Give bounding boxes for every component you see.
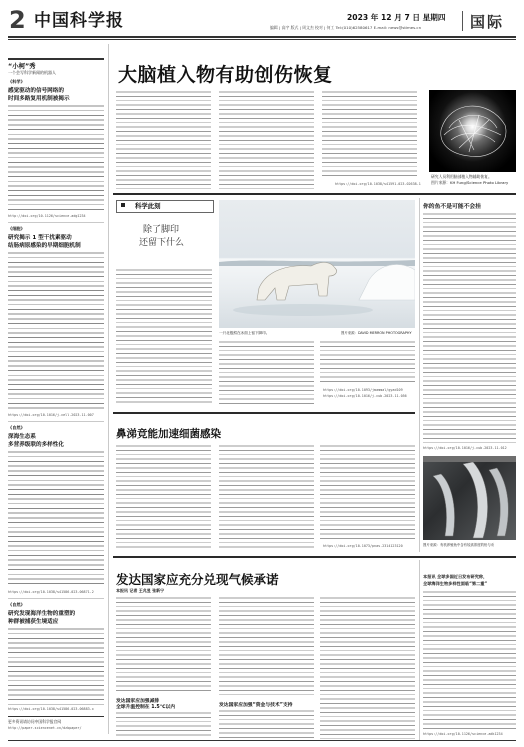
photo-caption: 研究人员利用脑部植入物辅助恢复。 — [431, 174, 492, 179]
article-body — [8, 627, 104, 705]
divider — [8, 222, 104, 223]
story-fish — [423, 198, 516, 552]
column-title[interactable]: 除了脚印 — [143, 225, 180, 235]
photo-caption: 图片来源：KH Fung/Science Photo Library — [431, 180, 509, 185]
science-column — [113, 198, 415, 408]
masthead-rule — [8, 36, 516, 38]
column-divider — [108, 44, 109, 734]
article-tag: 《科学》 — [8, 79, 25, 84]
column-title[interactable]: 还留下什么 — [139, 238, 185, 248]
sidebar-column-header — [8, 58, 104, 60]
column-divider — [419, 198, 420, 552]
story-divider — [113, 193, 516, 195]
story-headline[interactable]: 鼻涕竞能加速细菌感染 — [116, 428, 221, 440]
paper-name: 中国科学报 — [34, 11, 124, 31]
story-body — [423, 590, 516, 730]
story-body-col3 — [320, 596, 415, 739]
contact-line: 编辑 | 高宇 版式 | 周文杰 校对 | 何工 Tel:(010)62580617 E-mail: news@stimes.cn — [270, 25, 422, 30]
article-headline[interactable]: 研究揭示 1 型干扰素驱动 — [8, 235, 72, 241]
fish-photo — [423, 456, 516, 540]
story-divider — [113, 556, 516, 558]
article-headline[interactable]: 时间多路复用机制被揭示 — [8, 96, 70, 102]
story-body-col2b — [219, 709, 314, 739]
article-tag: 《细胞》 — [8, 226, 25, 231]
date-line: 2023 年 12 月 7 日 星期四 — [347, 13, 446, 22]
story-body-col1 — [116, 90, 211, 190]
story-subhead: 全球升温控制在 1.5℃以内 — [116, 705, 176, 710]
story-body-col1 — [116, 444, 211, 550]
story-headline[interactable]: 大脑植入物有助创伤恢复 — [118, 64, 333, 86]
story-headline[interactable]: 发达国家应充分兑现气候承诺 — [116, 572, 279, 587]
article-headline[interactable]: 感觉驱动的信号网络的 — [8, 88, 64, 94]
column-url[interactable]: https://doi.org/10.1016/j.cub.2023.11.056 — [323, 394, 407, 398]
story-byline: 本报讯 记者 王兆昱 张新宁 — [116, 588, 165, 593]
divider — [8, 716, 104, 717]
story-url[interactable]: https://doi.org/10.1016/j.cub.2023.11.012 — [423, 446, 507, 450]
divider — [8, 598, 104, 599]
page-bottom-rule — [8, 740, 516, 741]
story-mucus — [113, 416, 415, 554]
article-headline[interactable]: 深海生态系 — [8, 434, 36, 440]
sidebar-column-subtitle: 一个会写科学新闻的机器人 — [8, 70, 56, 75]
story-brain-implant — [113, 44, 516, 192]
photo-caption: 图片来源：有机养殖鱼中含有较高浓度的铅与汞 — [423, 543, 495, 547]
section-label: 国际 — [470, 13, 505, 31]
column-body-left — [116, 268, 212, 406]
story-body-col2 — [219, 90, 314, 190]
article-headline[interactable]: 种群被捕获生境适应 — [8, 619, 59, 625]
story-subhead: 发达国家应加强“资金与技术”支持 — [219, 703, 293, 708]
story-body-col2 — [219, 596, 314, 698]
article-headline[interactable]: 结肠病原感染的早期细胞机制 — [8, 243, 81, 249]
brain-photo — [429, 90, 516, 172]
column-url[interactable]: https://doi.org/10.1093/jmammal/gyad109 — [323, 388, 403, 392]
story-url[interactable]: https://doi.org/10.1126/science.adk1234 — [423, 732, 503, 736]
article-url[interactable]: https://doi.org/10.1038/s41586-023-06883-x — [8, 707, 94, 711]
square-bullet-icon — [121, 203, 125, 207]
story-divider — [113, 412, 415, 414]
story-body-col1b — [116, 711, 211, 739]
story-body-col3 — [322, 90, 417, 178]
column-divider — [419, 560, 420, 740]
sidebar-footer-url[interactable]: http://paper.sciencenet.cn/dzbpaper/ — [8, 726, 82, 730]
column-body-mid — [219, 340, 314, 406]
sidebar-column-title: “小柯”秀 — [8, 62, 36, 70]
story-body-col1 — [116, 596, 211, 694]
fish-illustration — [423, 456, 516, 540]
article-url[interactable]: https://doi.org/10.1016/j.cell.2023.11.007 — [8, 413, 94, 417]
story-subhead: 发达国家应加强减排 — [116, 699, 160, 704]
column-label-box — [116, 200, 214, 213]
story-marine — [423, 560, 516, 740]
divider — [8, 421, 104, 422]
article-body — [8, 450, 104, 588]
masthead-divider — [462, 11, 463, 31]
photo-credit: 图片来源：DAVID MERRON PHOTOGRAPHY — [341, 331, 412, 335]
page-number: 2 — [9, 6, 26, 34]
article-url[interactable]: https://doi.org/10.1038/s41586-023-06871-2 — [8, 590, 94, 594]
article-url[interactable]: http://doi.org/10.1126/science.adg1234 — [8, 214, 86, 218]
story-climate — [113, 560, 415, 740]
brain-illustration — [429, 90, 516, 172]
article-body — [8, 104, 104, 212]
article-body — [8, 251, 104, 411]
story-headline[interactable]: 全球海洋生物多样性面临“第二重” — [423, 581, 488, 586]
story-url[interactable]: https://doi.org/10.1038/s41591-023-02638-1 — [335, 182, 421, 186]
masthead — [0, 0, 524, 38]
article-headline[interactable]: 研究发现海洋生物的重塑的 — [8, 611, 76, 617]
article-tag: 《自然》 — [8, 425, 25, 430]
story-url[interactable]: https://doi.org/10.1073/pnas.2314123120 — [323, 544, 403, 548]
story-body — [423, 212, 516, 444]
photo-caption: 一只北极熊在冰面上留下脚印。 — [219, 331, 270, 335]
polar-bear-illustration — [219, 200, 415, 328]
sidebar — [8, 44, 104, 734]
column-body-right — [320, 340, 415, 384]
article-headline[interactable]: 多营养级联的多样性化 — [8, 442, 64, 448]
story-body-col3 — [320, 444, 415, 540]
story-headline[interactable]: 本报讯 全球多国近日发布研究称， — [423, 574, 488, 579]
column-label: 科学此刻 — [135, 202, 161, 210]
sidebar-footer: 更多资讯请访问中国科学报官网 — [8, 719, 62, 724]
polar-bear-photo — [219, 200, 415, 328]
article-tag: 《自然》 — [8, 602, 25, 607]
masthead-rule-thin — [8, 39, 516, 40]
story-headline[interactable]: 你的鱼不是可能不会挂 — [423, 204, 481, 210]
story-body-col2 — [219, 444, 314, 550]
